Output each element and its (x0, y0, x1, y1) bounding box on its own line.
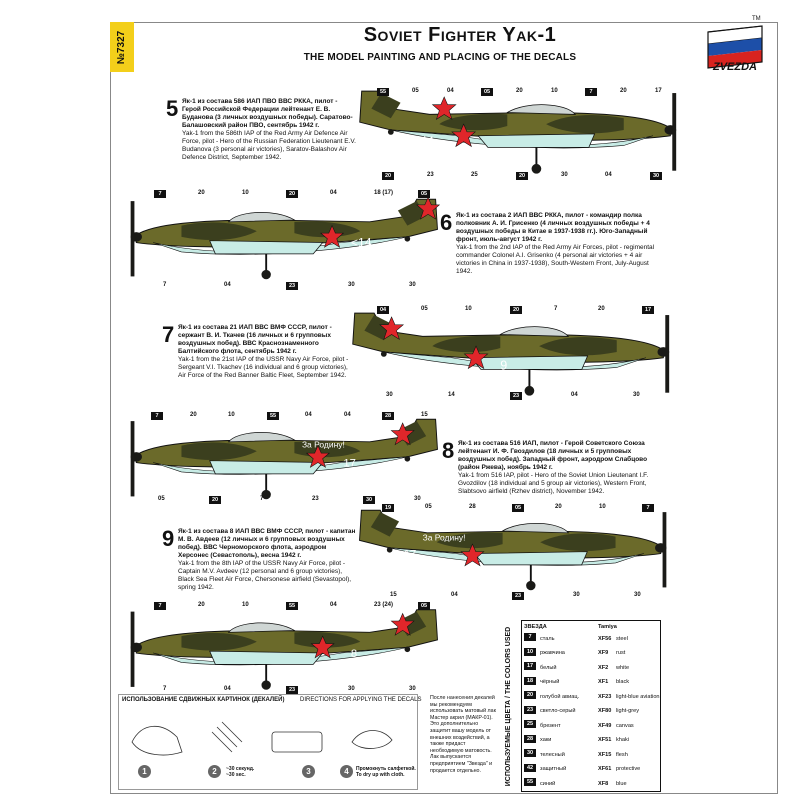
callout-label: 10 (551, 88, 558, 94)
callout-label: 23 (512, 592, 524, 600)
tail-code: <14 (350, 235, 372, 250)
callout-label: 04 (571, 392, 578, 398)
tamiya-code: XF9 (598, 650, 609, 656)
callout-label: 7 (154, 190, 166, 198)
variant-description: Як-1 из состава 586 ИАП ПВО ВВС РККА, пилот - Герой Российской Федерации лейтенант Е. В. Буданова (3 личных воздушных победы). Саратово-Балашовский район ПВО, сентябрь 1942 г. Yak-1 from the 586th IAP of the Red Army Air Defence Air Force, pilot - Hero of the Russian Federation Lieutenant E.V. Budanova (3 personal air victories), Saratov-Balashov Air Defence District, September 1942. (182, 98, 356, 161)
color-name-en: light-blue aviation (616, 693, 660, 700)
callout-label: 20 (516, 88, 523, 94)
callout-label: 7 (554, 306, 558, 312)
tamiya-code: XF49 (598, 722, 612, 729)
varnish-note: После нанесения декалей мы рекомендуем использовать матовый лак Мастер акрил (МАКР-01). Это дополнительно защитит вашу модель от внешних воздействий, а также придаст необходимую матовость. Лак выпускается предприятием "Звезда" и продается отдельно. (430, 695, 496, 774)
color-name-en: rust (616, 650, 626, 656)
color-name-en: flesh (616, 751, 628, 758)
tamiya-code: XF15 (598, 751, 612, 758)
callout-label: 30 (409, 282, 416, 288)
callout-label: 10 (242, 602, 249, 608)
color-name-ru: чёрный (540, 679, 560, 685)
instruction-illustrations (122, 712, 412, 762)
instructions-title-en: DIRECTIONS FOR APPLYING THE DECALS (300, 697, 422, 703)
callout-label: 30 (409, 686, 416, 692)
variant-number: 7 (162, 322, 175, 347)
callout-label: 20 (209, 496, 221, 504)
page-title: Soviet Fighter Yak-1 (363, 24, 557, 46)
callout-label: 05 (512, 504, 524, 512)
callout-label: 55 (286, 602, 298, 610)
callout-label: 17 (655, 88, 662, 94)
instructions-title-ru: ИСПОЛЬЗОВАНИЕ СДВИЖНЫХ КАРТИНОК (ДЕКАЛЕЙ) (122, 697, 285, 703)
color-name-ru: телесный (540, 751, 565, 758)
callout-label: 20 (198, 602, 205, 608)
color-name-ru: голубой авиац. (540, 693, 580, 700)
color-number: 28 (524, 735, 536, 743)
variant-description: Як-1 из состава 8 ИАП ВВС ВМФ СССР, пилот - капитан М. В. Авдеев (12 личных и 6 групповых воздушных побед). ВВС Черноморского флота, аэродром Херсонес (Севастополь), весна 1942 г. Yak-1 from the 8th IAP of the USSR Navy Air Force, pilot - Captain M.V. Avdeev (12 personal and 6 group victories), Black Sea Fleet Air Force, Chersonese airfield (Sevastopol), spring 1942. (178, 528, 356, 591)
variant-number: 8 (442, 438, 455, 463)
callout-label: 23 (510, 392, 522, 400)
color-number: 25 (524, 720, 536, 728)
variant-number: 5 (166, 96, 179, 121)
callout-label: 10 (242, 190, 249, 196)
tamiya-code: XF8 (598, 780, 609, 787)
variant-number: 9 (162, 526, 175, 551)
callout-label: 30 (348, 686, 355, 692)
callout-label: 05 (412, 88, 419, 94)
tamiya-code: XF2 (598, 664, 609, 671)
callout-label: 18 (17) (374, 190, 394, 196)
tamiya-code: XF80 (598, 708, 612, 714)
callout-label: 04 (605, 172, 612, 178)
kit-number: №7327 (116, 30, 128, 64)
yak1-profile-7 (345, 300, 675, 400)
callout-label: 55 (377, 88, 389, 96)
callout-label: 7 (154, 602, 166, 610)
color-name-ru: светло-серый (540, 708, 576, 714)
callout-label: 04 (344, 412, 351, 418)
callout-label: 23 (427, 172, 434, 178)
callout-label: 23 (24) (374, 602, 394, 608)
color-name-en: canvas (616, 722, 634, 729)
color-name-ru: белый (540, 664, 557, 671)
callout-label: 7 (151, 412, 163, 420)
callout-label: 05 (481, 88, 493, 96)
step-4: 4 (340, 765, 353, 778)
callout-label: 20 (555, 504, 562, 510)
callout-label: 04 (305, 412, 312, 418)
color-name-ru: хаки (540, 737, 552, 743)
callout-label: 15 (421, 412, 428, 418)
callout-label: 10 (465, 306, 472, 312)
callout-label: 23 (286, 686, 298, 694)
color-number: 17 (524, 662, 536, 670)
callout-label: 55 (267, 412, 279, 420)
callout-label: 30 (363, 496, 375, 504)
colors-head-tamiya: Tamiya (598, 623, 617, 630)
callout-label: 30 (414, 496, 421, 502)
tamiya-code: XF56 (598, 635, 612, 642)
callout-label: 04 (330, 602, 337, 608)
page-subtitle: THE MODEL PAINTING AND PLACING OF THE DECALS (303, 52, 577, 63)
callout-label: 30 (573, 592, 580, 598)
callout-label: 17 (642, 306, 654, 314)
callout-label: 15 (390, 592, 397, 598)
step-3: 3 (302, 765, 315, 778)
tail-code: 17 (403, 548, 417, 561)
color-name-en: black (616, 679, 630, 685)
colors-head-zvezda: ЗВЕЗДА (524, 623, 547, 630)
brand-name: ZVEZDA (713, 61, 757, 73)
callout-label: 05 (158, 496, 165, 502)
callout-label: 05 (425, 504, 432, 510)
callout-label: 28 (469, 504, 476, 510)
color-name-ru: защитный (540, 766, 567, 772)
color-number: 20 (524, 691, 536, 699)
callout-label: 7 (642, 504, 654, 512)
callout-label: 04 (451, 592, 458, 598)
color-number: 42 (524, 764, 536, 772)
callout-label: 05 (421, 306, 428, 312)
callout-label: 30 (634, 592, 641, 598)
color-name-en: steel (616, 635, 628, 642)
callout-label: 04 (447, 88, 454, 94)
color-name-en: light-grey (616, 708, 640, 714)
callout-label: 10 (599, 504, 606, 510)
color-number: 18 (524, 677, 536, 685)
callout-label: 04 (330, 190, 337, 196)
callout-label: 30 (386, 392, 393, 398)
tamiya-code: XF1 (598, 679, 609, 685)
tamiya-code: XF51 (598, 737, 612, 743)
color-name-ru: ржавчина (540, 650, 565, 656)
tail-code: 17 (343, 457, 356, 470)
callout-label: 04 (224, 686, 231, 692)
yak1-profile-6 (125, 180, 445, 290)
colors-used-label: ИСПОЛЬЗУЕМЫЕ ЦВЕТА / THE COLORS USED (505, 626, 513, 786)
callout-label: 04 (377, 306, 389, 314)
callout-label: 05 (418, 190, 430, 198)
variant-description: Як-1 из состава 2 ИАП ВВС РККА, пилот - командир полка полковник А. И. Грисенко (4 личных воздушных победы + 4 воздушных победы в Китае в 1937-1938 гг.). Юго-Западный фронт, июль-август 1942 г. Yak-1 from the 2nd IAP of the Red Army Air Forces, pilot - regimental commander Colonel A.I. Grisenko (4 personal air victories + 4 air victories in China in 1937-1938), South-Western Front, July-August 1942. (456, 212, 655, 275)
callout-label: 7 (163, 686, 167, 692)
callout-label: 19 (382, 504, 394, 512)
color-number: 7 (524, 633, 536, 641)
callout-label: 23 (312, 496, 319, 502)
slogan: За Родину! (422, 532, 466, 543)
color-name-ru: синий (540, 780, 556, 787)
callout-label: 30 (561, 172, 568, 178)
color-name-en: khaki (616, 737, 630, 743)
trademark: TM (752, 16, 761, 22)
callout-label: 30 (650, 172, 662, 180)
callout-label: 05 (418, 602, 430, 610)
callout-label: 28 (382, 412, 394, 420)
callout-label: 20 (286, 190, 298, 198)
callout-label: 20 (198, 190, 205, 196)
color-name-en: blue (616, 780, 627, 787)
yak1-profile-10 (125, 598, 445, 693)
callout-label: 14 (448, 392, 455, 398)
color-number: 10 (524, 648, 536, 656)
callout-label: 25 (471, 172, 478, 178)
color-name-en: protective (616, 766, 641, 772)
color-name-ru: сталь (540, 635, 555, 642)
callout-label: 7 (260, 496, 264, 502)
callout-label: 20 (382, 172, 394, 180)
callout-label: 20 (620, 88, 627, 94)
tail-code: 9 (500, 358, 508, 373)
yak1-profile-8 (125, 405, 445, 505)
slogan: За Родину! (301, 439, 345, 450)
callout-label: 20 (510, 306, 522, 314)
color-name-ru: брезент (540, 722, 561, 729)
variant-description: Як-1 из состава 21 ИАП ВВС ВМФ СССР, пилот - сержант В. И. Ткачев (16 личных и 6 групповых воздушных побед). ВВС Краснознаменного Балтийского флота, сентябрь 1942 г. Yak-1 from the 21st IAP of the USSR Navy Air Force, pilot - Sergeant V.I. Tkachev (16 individual and 6 group victories), Air Force of the Red Banner Baltic Fleet, September 1942. (178, 324, 349, 379)
callout-label: 04 (224, 282, 231, 288)
tamiya-code: XF61 (598, 766, 612, 772)
tamiya-code: XF23 (598, 693, 612, 700)
callout-label: 7 (163, 282, 167, 288)
step-2: 2 (208, 765, 221, 778)
callout-label: 23 (286, 282, 298, 290)
callout-label: 30 (348, 282, 355, 288)
callout-label: 7 (585, 88, 597, 96)
callout-label: 20 (190, 412, 197, 418)
color-number: 30 (524, 749, 536, 757)
callout-label: 10 (228, 412, 235, 418)
color-number: 23 (524, 706, 536, 714)
tail-code: 44 (419, 134, 434, 149)
callout-label: 20 (598, 306, 605, 312)
step-1: 1 (138, 765, 151, 778)
callout-label: 20 (516, 172, 528, 180)
step-4-note: Промокнуть салфеткой. To dry up with cloth. (356, 766, 416, 778)
variant-number: 6 (440, 210, 453, 235)
step-2-note: ~30 секунд. ~30 sec. (226, 766, 255, 778)
variant-description: Як-1 из состава 516 ИАП, пилот - Герой Советского Союза лейтенант И. Ф. Гвоздилов (18 личных и 5 групповых воздушных побед). Западный фронт, аэродром Слабцово (район Ржева), ноябрь 1942 г. Yak-1 from 516 IAP, pilot - Hero of the Soviet Union Lieutenant I.F. Gvozdilov (18 individual and 5 group air victories), Western Front, Slabtsovo airfield (Rzhev district), November 1942. (458, 440, 649, 495)
callout-label: 30 (633, 392, 640, 398)
color-name-en: white (616, 664, 630, 671)
color-number: 55 (524, 778, 536, 786)
tail-code: 8 (350, 647, 358, 660)
